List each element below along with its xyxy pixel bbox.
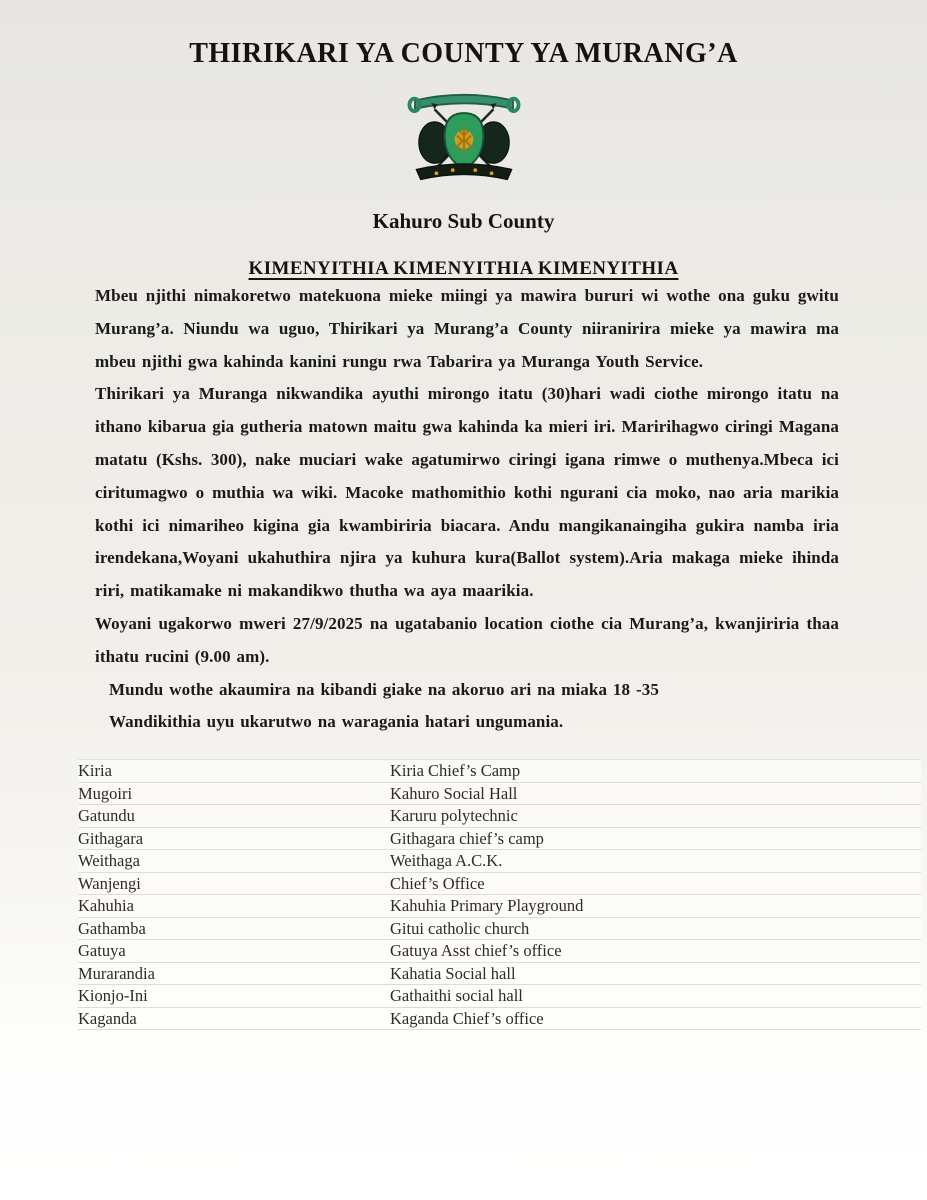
location-cell: Kahuhia bbox=[78, 895, 390, 918]
table-row bbox=[78, 962, 921, 985]
table-row bbox=[78, 872, 921, 895]
location-cell: Kiria bbox=[78, 760, 390, 783]
location-cell: Weithaga bbox=[78, 850, 390, 873]
table-row bbox=[78, 805, 921, 828]
venue-cell: Weithaga A.C.K. bbox=[390, 850, 921, 873]
location-cell: Kaganda bbox=[78, 1007, 390, 1030]
location-cell: Gatuya bbox=[78, 940, 390, 963]
paragraph-details: Thirikari ya Muranga nikwandika ayuthi mirongo itatu (30)hari wadi ciothe mirongo itatu na ithano kibarua gia gutheria matown maitu gwa kahinda ka mieri iri. Maririhagwo ciringi Magana matatu (Kshs. 300), nake muciari wake agatumirwo ciringi igana rimwe o muthenya.Mbeca ici ciritumagwo o muthia wa wiki. Macoke mathomithio kothi ngurani cia moko, nao aria marikia kothi ici nimariheo kigina gia kwambiriria biacara. Andu mangikanaingiha gukira namba iria irendekana,Woyani ukahuthira njira ya kuhura kura(Ballot system).Aria makaga mieke ihinda riri, matikamake ni makandikwo thutha wa aya maarikia. bbox=[95, 384, 839, 601]
paragraph-date: Woyani ugakorwo mweri 27/9/2025 na ugatabanio location ciothe cia Murang’a, kwanjiriria thaa ithatu rucini (9.00 am). bbox=[95, 613, 839, 666]
sub-county-title: Kahuro Sub County bbox=[372, 209, 555, 233]
table-row bbox=[78, 895, 921, 918]
venue-cell: Kahatia Social hall bbox=[390, 962, 921, 985]
table-row bbox=[78, 940, 921, 963]
paragraph-intro: Mbeu njithi nimakoretwo matekuona mieke miingi ya mawira bururi wi wothe ona guku gwitu Murang’a. Niundu wa uguo, Thirikari ya Murang’a County niiranirira mieke ya mawira ma mbeu njithi gwa kahinda kanini rungu rwa Tabarira ya Muranga Youth Service. bbox=[95, 286, 839, 371]
note-registration: Wandikithia uyu ukarutwo na waragania hatari ungumania. bbox=[109, 712, 564, 732]
table-row bbox=[78, 827, 921, 850]
table-row bbox=[78, 782, 921, 805]
notice-body bbox=[0, 280, 927, 739]
venue-cell: Karuru polytechnic bbox=[390, 805, 921, 828]
venue-cell: Gitui catholic church bbox=[390, 917, 921, 940]
table-row bbox=[78, 850, 921, 873]
location-cell: Murarandia bbox=[78, 962, 390, 985]
venue-cell: Gatuya Asst chief’s office bbox=[390, 940, 921, 963]
location-cell: Wanjengi bbox=[78, 872, 390, 895]
county-logo bbox=[389, 76, 539, 199]
table-row bbox=[78, 760, 921, 783]
table-row bbox=[78, 917, 921, 940]
venues-table-body bbox=[78, 760, 921, 1030]
page-title: THIRIKARI YA COUNTY YA MURANG’A bbox=[189, 38, 738, 69]
location-cell: Kionjo-Ini bbox=[78, 985, 390, 1008]
venue-cell: Gathaithi social hall bbox=[390, 985, 921, 1008]
table-row bbox=[78, 985, 921, 1008]
venue-cell: Kahuhia Primary Playground bbox=[390, 895, 921, 918]
location-cell: Gatundu bbox=[78, 805, 390, 828]
venue-cell: Chief’s Office bbox=[390, 872, 921, 895]
location-cell: Githagara bbox=[78, 827, 390, 850]
note-eligibility: Mundu wothe akaumira na kibandi giake na akoruo ari na miaka 18 -35 bbox=[109, 679, 659, 699]
venue-cell: Githagara chief’s camp bbox=[390, 827, 921, 850]
coat-of-arms-icon bbox=[395, 181, 533, 198]
table-row bbox=[78, 1007, 921, 1030]
notice-heading: KIMENYITHIA KIMENYITHIA KIMENYITHIA bbox=[248, 258, 679, 279]
venue-cell: Kaganda Chief’s office bbox=[390, 1007, 921, 1030]
venue-cell: Kiria Chief’s Camp bbox=[390, 760, 921, 783]
venues-table bbox=[78, 759, 921, 1030]
location-cell: Mugoiri bbox=[78, 782, 390, 805]
location-cell: Gathamba bbox=[78, 917, 390, 940]
venue-cell: Kahuro Social Hall bbox=[390, 782, 921, 805]
